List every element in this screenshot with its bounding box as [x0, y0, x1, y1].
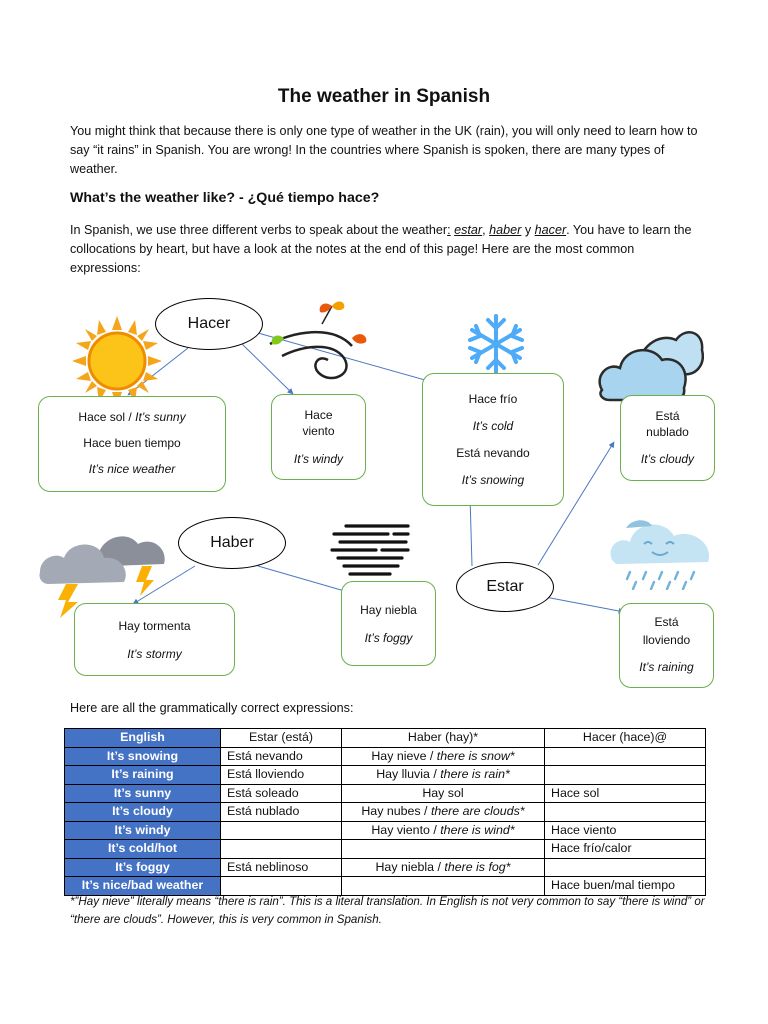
- cell-estar: Está nublado: [221, 803, 342, 822]
- box-hay-niebla: [341, 581, 436, 666]
- box-esta-nublado: [620, 395, 715, 481]
- table-row: [65, 766, 706, 785]
- cell-hacer: Hace frío/calor: [545, 840, 706, 859]
- cell-haber-es: Hay niebla: [375, 859, 435, 874]
- cell-english: It’s cold/hot: [65, 840, 221, 859]
- box-viento-es2: viento: [302, 424, 335, 438]
- cell-haber-sep: /: [434, 859, 445, 874]
- box-hay-tormenta: [74, 603, 235, 676]
- cell-haber-literal: there is snow*: [436, 748, 515, 763]
- cell-estar: Está soleado: [221, 784, 342, 803]
- cell-haber-literal: there is fog*: [444, 859, 511, 874]
- cell-haber-es: Hay lluvia: [376, 767, 430, 782]
- cell-estar: Está nevando: [221, 747, 342, 766]
- box-esta-lloviendo: [619, 603, 714, 688]
- header-haber: Haber (hay)*: [342, 729, 545, 748]
- cell-hacer: [545, 766, 706, 785]
- box-hace-viento: [271, 394, 366, 480]
- cell-haber: [342, 858, 545, 877]
- cell-english: It’s sunny: [65, 784, 221, 803]
- verbs-para-colon: :: [447, 223, 451, 237]
- expressions-table: [64, 728, 706, 896]
- box-sol-line1: [39, 409, 225, 425]
- verb-estar-term: estar: [454, 223, 483, 237]
- box-sol-es2: Hace buen tiempo: [83, 436, 181, 450]
- verb-estar-oval: Estar: [456, 562, 554, 612]
- sun-icon: [72, 316, 162, 406]
- box-frio-es2: Está nevando: [456, 446, 530, 460]
- box-tormenta-es: Hay tormenta: [118, 619, 191, 633]
- verb-haber-term: haber: [489, 223, 522, 237]
- box-lloviendo-en: It’s raining: [639, 660, 694, 674]
- box-nublado-es2: nublado: [646, 425, 689, 439]
- box-sol-es: Hace sol: [78, 410, 126, 424]
- box-frio-es: Hace frío: [468, 392, 518, 406]
- box-tormenta-en: It’s stormy: [127, 647, 182, 661]
- cell-haber: [342, 766, 545, 785]
- snowflake-icon: [458, 312, 534, 376]
- arrow-estar-frio: [470, 496, 472, 566]
- table-row: [65, 840, 706, 859]
- cell-hacer: [545, 747, 706, 766]
- cell-hacer: Hace buen/mal tiempo: [545, 877, 706, 896]
- cell-english: It’s raining: [65, 766, 221, 785]
- box-hace-frio: [422, 373, 564, 506]
- box-nublado-en: It’s cloudy: [640, 452, 695, 466]
- cell-haber: [342, 747, 545, 766]
- cell-haber-es: Hay viento: [371, 822, 430, 837]
- cell-hacer: [545, 858, 706, 877]
- cell-haber: [342, 821, 545, 840]
- box-viento-es1: Hace: [304, 408, 333, 422]
- cell-haber-es: Hay nieve: [371, 748, 427, 763]
- header-hacer: Hacer (hace)@: [545, 729, 706, 748]
- cell-hacer: Hace viento: [545, 821, 706, 840]
- wind-icon: [262, 296, 372, 386]
- cell-hacer: [545, 803, 706, 822]
- cell-english: It’s cloudy: [65, 803, 221, 822]
- cell-hacer: Hace sol: [545, 784, 706, 803]
- header-english: English: [65, 729, 221, 748]
- cell-haber-literal: there are clouds*: [430, 804, 525, 819]
- table-row: [65, 784, 706, 803]
- box-frio-en2: It’s snowing: [461, 473, 525, 487]
- table-row: [65, 858, 706, 877]
- cell-english: It’s windy: [65, 821, 221, 840]
- table-row: [65, 747, 706, 766]
- box-lloviendo-es1: Está: [654, 615, 679, 629]
- cell-haber-sep: /: [429, 767, 441, 782]
- verbs-para-after: . You have to learn the collocations by heart, but have a look at the notes at the end of this page! Here are the most common expressions:: [70, 223, 692, 275]
- header-estar: Estar (está): [221, 729, 342, 748]
- table-header-row: [65, 729, 706, 748]
- cell-haber-literal: there is rain*: [440, 767, 510, 782]
- box-viento-en: It’s windy: [293, 452, 344, 466]
- verb-hacer-oval: Hacer: [155, 298, 263, 350]
- cell-haber-es: Hay sol: [422, 785, 464, 800]
- cell-english: It’s snowing: [65, 747, 221, 766]
- box-sol-slash: /: [125, 410, 136, 424]
- box-niebla-en: It’s foggy: [364, 631, 413, 645]
- cell-haber-sep: /: [429, 822, 441, 837]
- verbs-para-and: y: [521, 223, 535, 237]
- box-sol-en: It’s sunny: [135, 410, 186, 424]
- verbs-para-sep: ,: [482, 223, 490, 237]
- section-heading: What’s the weather like? - ¿Qué tiempo hace?: [70, 190, 380, 206]
- cell-estar: Está neblinoso: [221, 858, 342, 877]
- cell-haber-es: Hay nubes: [361, 804, 421, 819]
- box-frio-en: It’s cold: [472, 419, 514, 433]
- cloud-icon: [594, 318, 704, 404]
- cell-english: It’s foggy: [65, 858, 221, 877]
- cell-haber-sep: /: [420, 804, 431, 819]
- box-sol-en2: It’s nice weather: [88, 462, 176, 476]
- page-title: The weather in Spanish: [277, 86, 491, 107]
- rain-icon: [606, 514, 714, 590]
- cell-haber-literal: there is wind*: [440, 822, 515, 837]
- box-lloviendo-es2: lloviendo: [642, 633, 691, 647]
- table-row: [65, 803, 706, 822]
- fog-icon: [328, 522, 412, 578]
- verb-haber-oval: Haber: [178, 517, 286, 569]
- footnote: *”Hay nieve” literally means “there is rain”. This is a literal translation. In English is not very common to say “there is wind” or “there are clouds”. However, this is very common in Spanish.: [70, 895, 705, 926]
- table-intro: Here are all the grammatically correct expressions:: [70, 701, 354, 715]
- verbs-para-before: In Spanish, we use three different verbs to speak about the weather: [70, 223, 448, 237]
- cell-haber: [342, 803, 545, 822]
- cell-estar: Está lloviendo: [221, 766, 342, 785]
- cell-haber: [342, 784, 545, 803]
- cell-english: It’s nice/bad weather: [65, 877, 221, 896]
- arrow-estar-lloviendo: [540, 596, 624, 612]
- verb-hacer-term: hacer: [534, 223, 567, 237]
- cell-estar: [221, 821, 342, 840]
- table-row: [65, 821, 706, 840]
- intro-paragraph: You might think that because there is only one type of weather in the UK (rain), you will only need to learn how to say “it rains” in Spanish. You are wrong! In the countries where Spanish is spoken, there are many types of weather.: [70, 124, 698, 176]
- cell-estar: [221, 840, 342, 859]
- box-hace-sol: [38, 396, 226, 492]
- box-nublado-es1: Está: [655, 409, 680, 423]
- cell-haber-sep: /: [426, 748, 437, 763]
- box-niebla-es: Hay niebla: [360, 603, 417, 617]
- cell-haber: [342, 840, 545, 859]
